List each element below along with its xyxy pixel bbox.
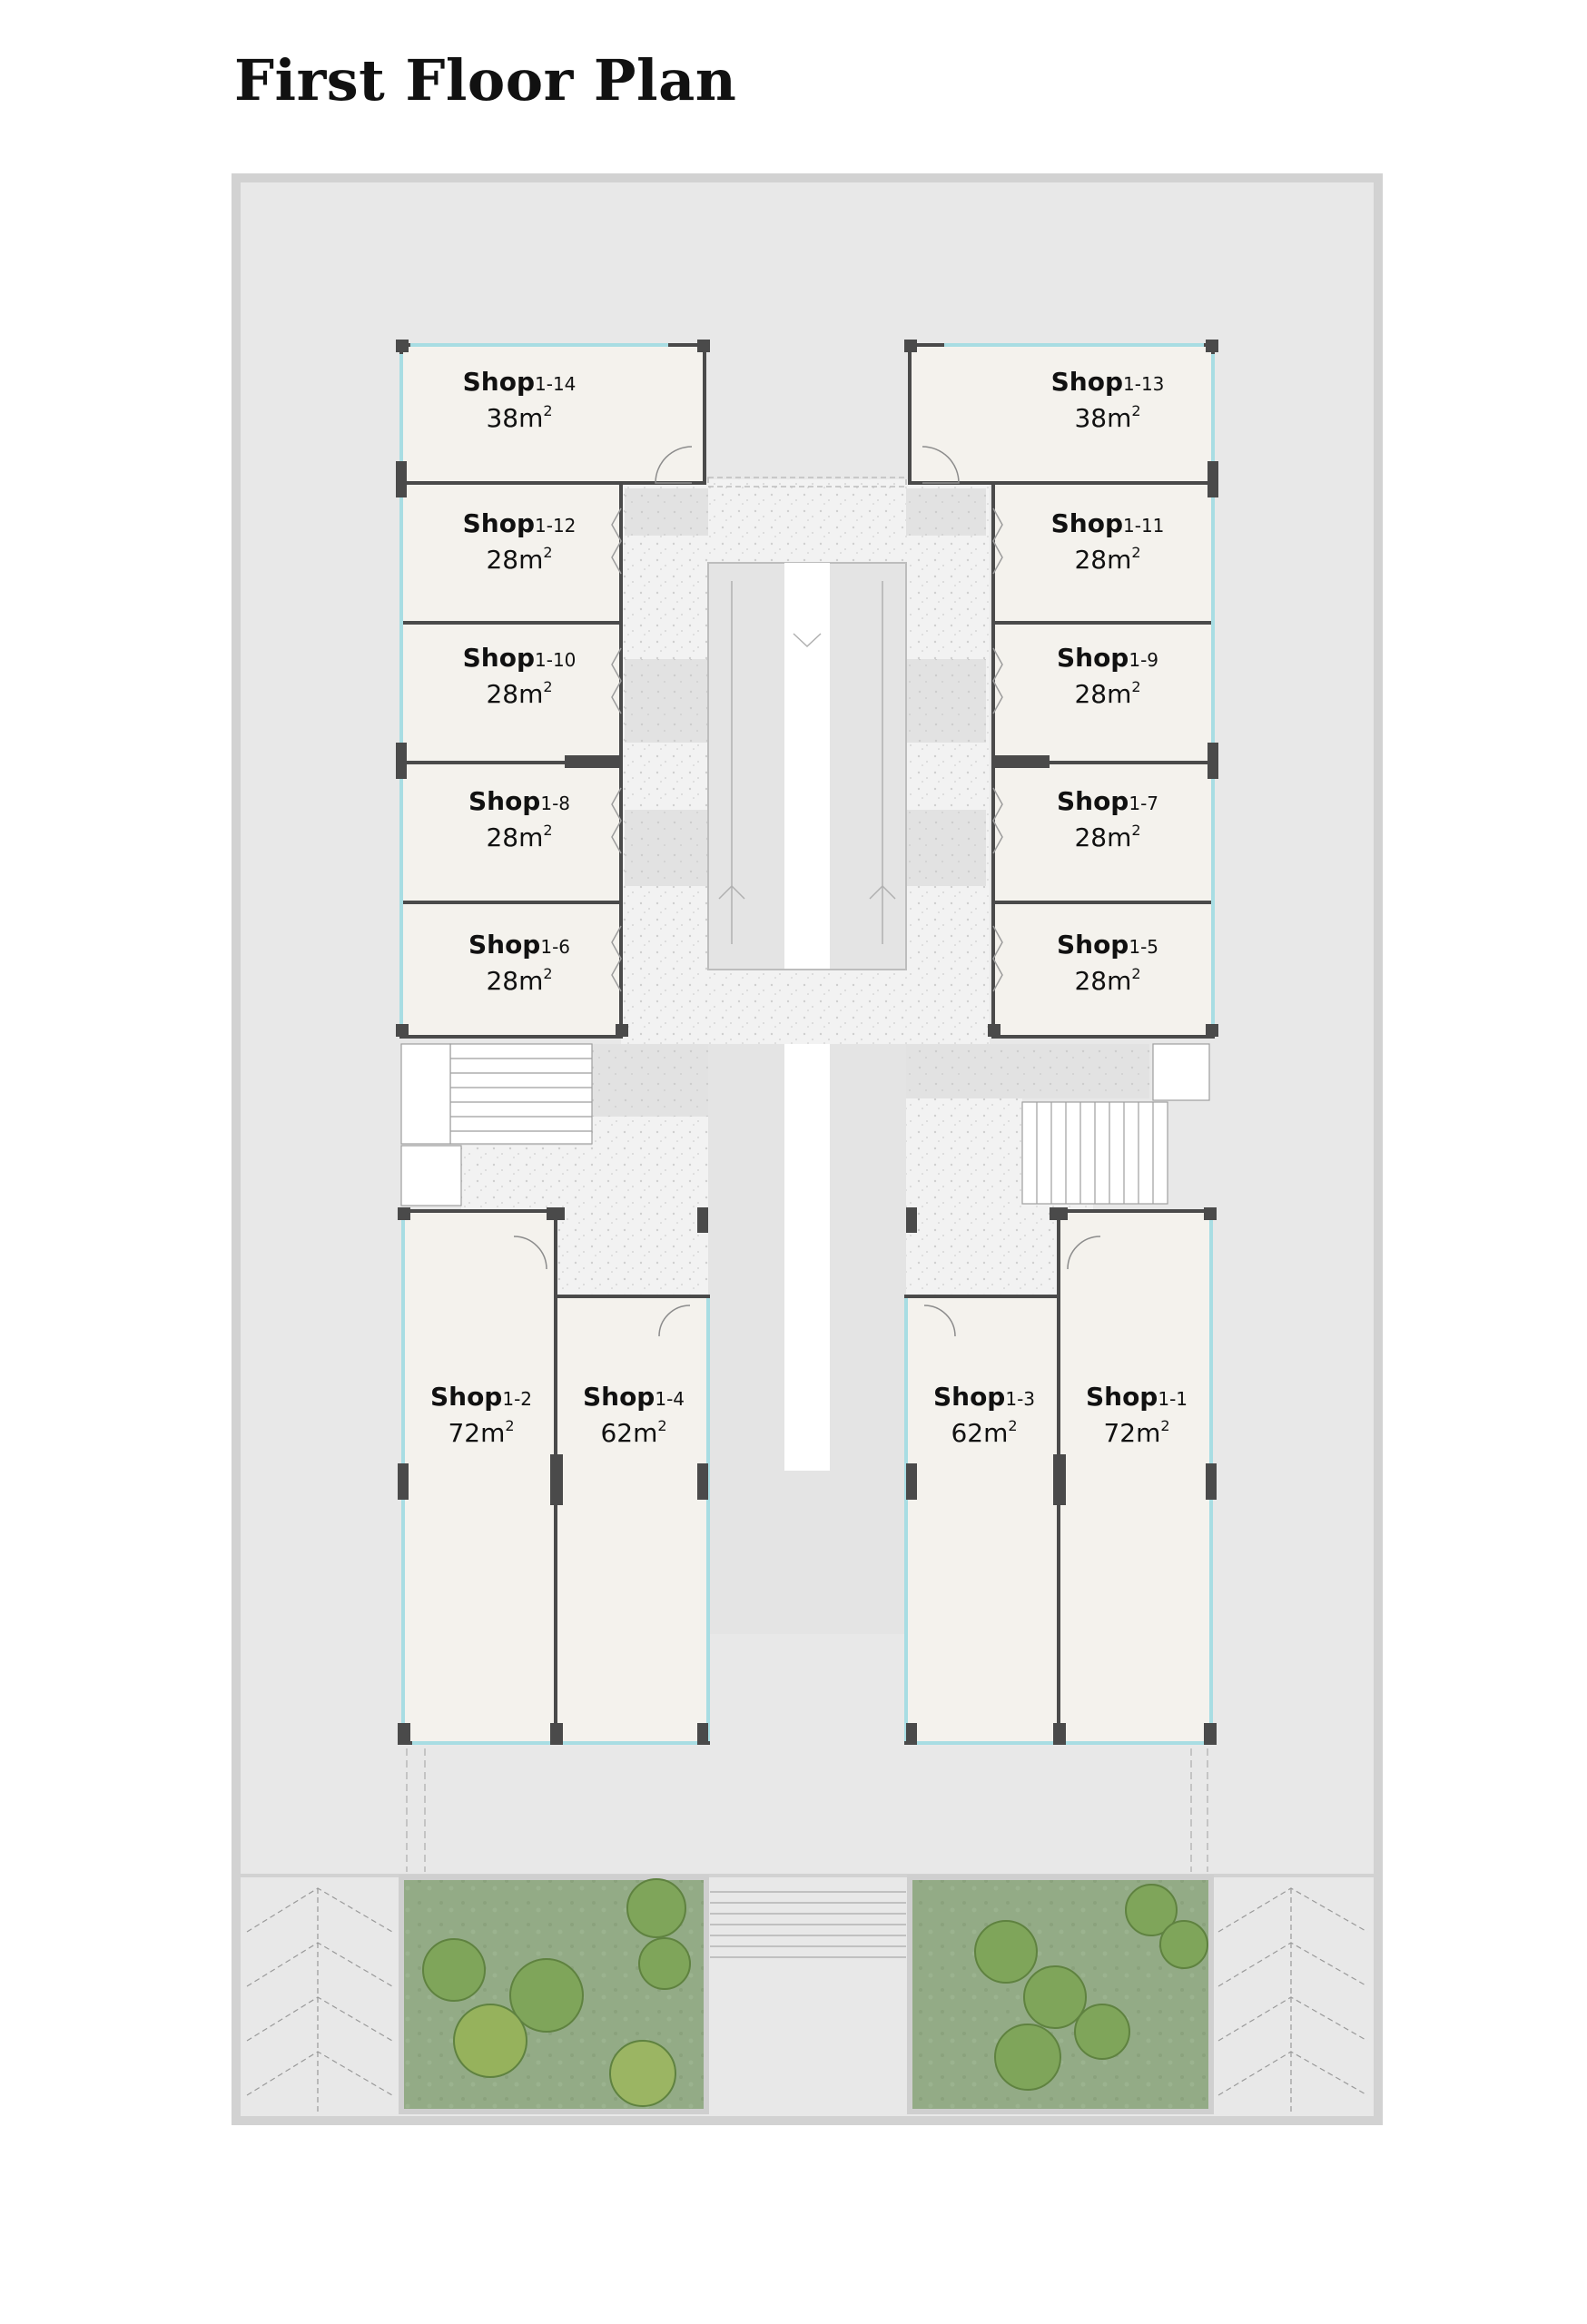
shop-area: 28m2: [486, 965, 553, 996]
shop-area: 28m2: [1074, 544, 1141, 575]
shop-name: Shop1-11: [1050, 508, 1165, 538]
shop-name: Shop1-4: [582, 1382, 685, 1412]
shop-area: 28m2: [486, 678, 553, 709]
shop-room: [1059, 1211, 1211, 1743]
shop-room: [403, 1211, 556, 1743]
shop-name: Shop1-2: [429, 1382, 533, 1412]
shop-name: Shop1-13: [1050, 367, 1165, 397]
shop-name: Shop1-9: [1056, 643, 1159, 673]
shop-name: Shop1-10: [462, 643, 577, 673]
shop-name: Shop1-1: [1085, 1382, 1188, 1412]
shop-name: Shop1-7: [1056, 786, 1159, 816]
shop-name: Shop1-5: [1056, 930, 1159, 960]
shop-area: 62m2: [951, 1417, 1018, 1448]
atrium-void: [708, 478, 906, 1634]
shop-name: Shop1-8: [468, 786, 571, 816]
page-title: First Floor Plan: [234, 47, 737, 113]
shop-area: 28m2: [1074, 678, 1141, 709]
shop-area: 38m2: [1074, 402, 1141, 433]
shop-area: 28m2: [486, 822, 553, 852]
shop-area: 72m2: [1103, 1417, 1170, 1448]
shop-room: [910, 345, 1213, 483]
shop-area: 62m2: [600, 1417, 667, 1448]
shop-name: Shop1-3: [932, 1382, 1036, 1412]
shop-area: 28m2: [1074, 822, 1141, 852]
shop-room: [401, 345, 705, 483]
shop-area: 72m2: [448, 1417, 515, 1448]
shop-name: Shop1-12: [462, 508, 577, 538]
shop-room: [556, 1296, 708, 1743]
shop-area: 38m2: [486, 402, 553, 433]
shop-name: Shop1-14: [462, 367, 577, 397]
shop-area: 28m2: [1074, 965, 1141, 996]
shop-room: [906, 1296, 1059, 1743]
shop-name: Shop1-6: [468, 930, 571, 960]
shop-area: 28m2: [486, 544, 553, 575]
